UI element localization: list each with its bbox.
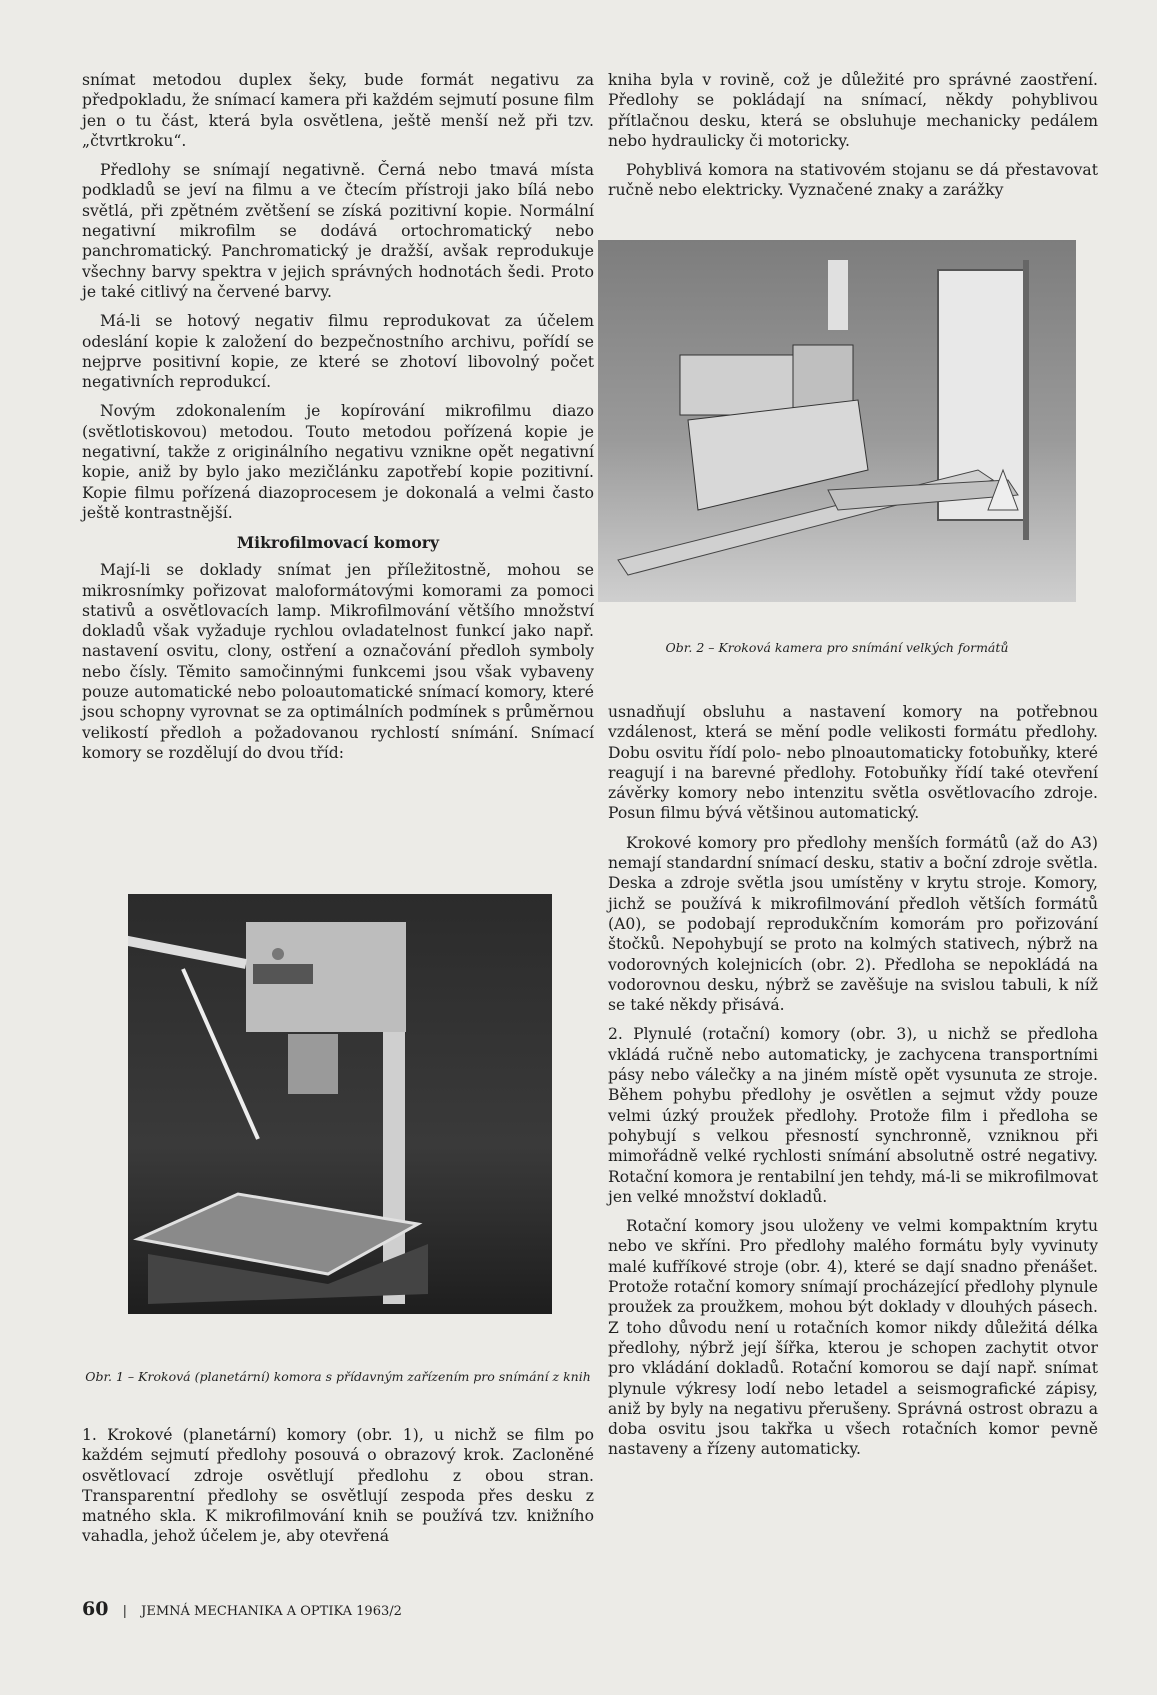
- figure-2-caption: Obr. 2 – Kroková kamera pro snímání velkých formátů: [665, 640, 1009, 655]
- paragraph: Novým zdokonalením je kopírování mikrofilmu diazo (světlotiskovou) metodou. Touto metodou pořízená kopie je negativní, takže z originálního negativu vznikne opět negativní kopie, aniž by bylo jako mezičlánku zapotřebí kopie pozitivní. Kopie filmu pořízená diazoprocesem je dokonalá a velmi často ještě kontrastnější.: [82, 402, 594, 522]
- footer-separator: |: [122, 1604, 127, 1619]
- paragraph: usnadňují obsluhu a nastavení komory na potřebnou vzdálenost, která se mění podle velikosti formátu předlohy. Dobu osvitu řídí polo- nebo plnoautomaticky fotobuňky, které reagují i na barevné předlohy. Fotobuňky řídí také otevření závěrky komory nebo intenzitu světla osvětlovacího zdroje. Posun filmu bývá většinou automatický.: [608, 703, 1098, 823]
- paragraph: Mají-li se doklady snímat jen příležitostně, mohou se mikrosnímky pořizovat maloformátovými komorami za pomoci stativů a osvětlovacích lamp. Mikrofilmování většího množství dokladů však vyžaduje rychlou ovladatelnost funkcí jako např. nastavení osvitu, clony, ostření a označování předloh symboly nebo čísly. Těmito samočinnými funkcemi jsou však vybaveny pouze automatické nebo poloautomatické snímací komory, které jsou schopny vyrovnat se za optimálních podmínek s průměrnou velikostí předloh a požadovanou rychlostí snímání. Snímací komory se rozdělují do dvou tříd:: [82, 561, 594, 762]
- camera-illustration: [598, 240, 1076, 602]
- section-heading: Mikrofilmovací komory: [236, 533, 440, 553]
- paragraph: kniha byla v rovině, což je důležité pro správné zaostření. Předlohy se pokládají na snímací, někdy pohyblivou přítlačnou desku, která se obsluhuje mechanicky pedálem nebo hydraulicky či motoricky.: [608, 71, 1098, 150]
- paragraph: 1. Krokové (planetární) komory (obr. 1), u nichž se film po každém sejmutí předlohy posouvá o obrazový krok. Zacloněné osvětlovací zdroje osvětlují předlohu z obou stran. Transparentní předlohy se osvětlují zespoda přes desku z matného skla. K mikrofilmování knih se používá tzv. knižního vahadla, jehož účelem je, aby otevřená: [82, 1426, 594, 1546]
- paragraph: 2. Plynulé (rotační) komory (obr. 3), u nichž se předloha vkládá ručně nebo automaticky, je zachycena transportními pásy nebo válečky a na jiném místě opět vysunuta ze stroje. Během pohybu předlohy je osvětlen a sejmut vždy pouze velmi úzký proužek předlohy. Protože film i předloha se pohybují s velkou přesností synchronně, vzniknou při mimořádně velké rychlosti snímání absolutně ostré negativy. Rotační komora je rentabilní jen tehdy, má-li se mikrofilmovat jen velké množství dokladů.: [608, 1025, 1098, 1206]
- right-column-bottom: [608, 702, 1098, 1469]
- paragraph: Má-li se hotový negativ filmu reprodukovat za účelem odeslání kopie k založení do bezpečnostního archivu, pořídí se nejprve positivní kopie, ze které se zhotoví libovolný počet negativních reprodukcí.: [82, 312, 594, 392]
- figure-1-caption: Obr. 1 – Kroková (planetární) komora s přídavným zařízením pro snímání z knih: [85, 1369, 591, 1384]
- paragraph: Rotační komory jsou uloženy ve velmi kompaktním krytu nebo ve skříni. Pro předlohy malého formátu byly vyvinuty malé kufříkové stroje (obr. 4), které se dají snadno přenášet. Protože rotační komory snímají procházející předlohy plynule proužek za proužkem, mohou být doklady v dlouhých pásech. Z toho důvodu není u rotačních komor nikdy důležitá délka předlohy, nýbrž její šířka, kterou je schopen zachytit otvor pro vkládání dokladů. Rotační komorou se dají např. snímat plynule výkresy lodí nebo letadel a seismografické zápisy, aniž by byly na negativu přerušeny. Správná ostrost obrazu a doba osvitu jsou takřka u všech rotačních komor pevně nastaveny a řízeny automaticky.: [608, 1217, 1098, 1459]
- page-number: 60: [82, 1598, 109, 1620]
- page-footer: [82, 1598, 402, 1620]
- paragraph: Krokové komory pro předlohy menších formátů (až do A3) nemají standardní snímací desku, stativ a boční zdroje světla. Deska a zdroje světla jsou umístěny v krytu stroje. Komory, jichž se používá k mikrofilmování předloh větších formátů (A0), se podobají reprodukčním komorám pro pořizování štočků. Nepohybují se proto na kolmých stativech, nýbrž na vodorovných kolejnicích (obr. 2). Předloha se nepokládá na vodorovnou desku, nýbrž se zavěšuje na svislou tabuli, k níž se také někdy přisává.: [608, 833, 1098, 1015]
- paragraph: snímat metodou duplex šeky, bude formát negativu za předpokladu, že snímací kamera při každém sejmutí posune film jen o tu část, která byla osvětlena, ještě menší než při tzv. „čtvrtkroku“.: [82, 71, 594, 150]
- left-column: [82, 70, 594, 772]
- left-column-bottom: [82, 1425, 594, 1556]
- right-column: [608, 70, 1098, 210]
- paragraph: Pohyblivá komora na stativovém stojanu se dá přestavovat ručně nebo elektricky. Vyznačené znaky a zarážky: [608, 161, 1098, 200]
- camera-illustration: [128, 894, 552, 1314]
- figure-1-photo: [128, 894, 552, 1314]
- paragraph: Předlohy se snímají negativně. Černá nebo tmavá místa podkladů se jeví na filmu a ve čtecím přístroji jako bílá nebo světlá, při zpětném zvětšení se získá pozitivní kopie. Normální negativní mikrofilm se dodává ortochromatický nebo panchromatický. Panchromatický je dražší, avšak reprodukuje všechny barvy spektra v jejich správných hodnotách šedi. Proto je také citlivý na červené barvy.: [82, 161, 594, 301]
- figure-2-photo: [598, 240, 1076, 602]
- journal-title: JEMNÁ MECHANIKA A OPTIKA 1963/2: [141, 1604, 402, 1619]
